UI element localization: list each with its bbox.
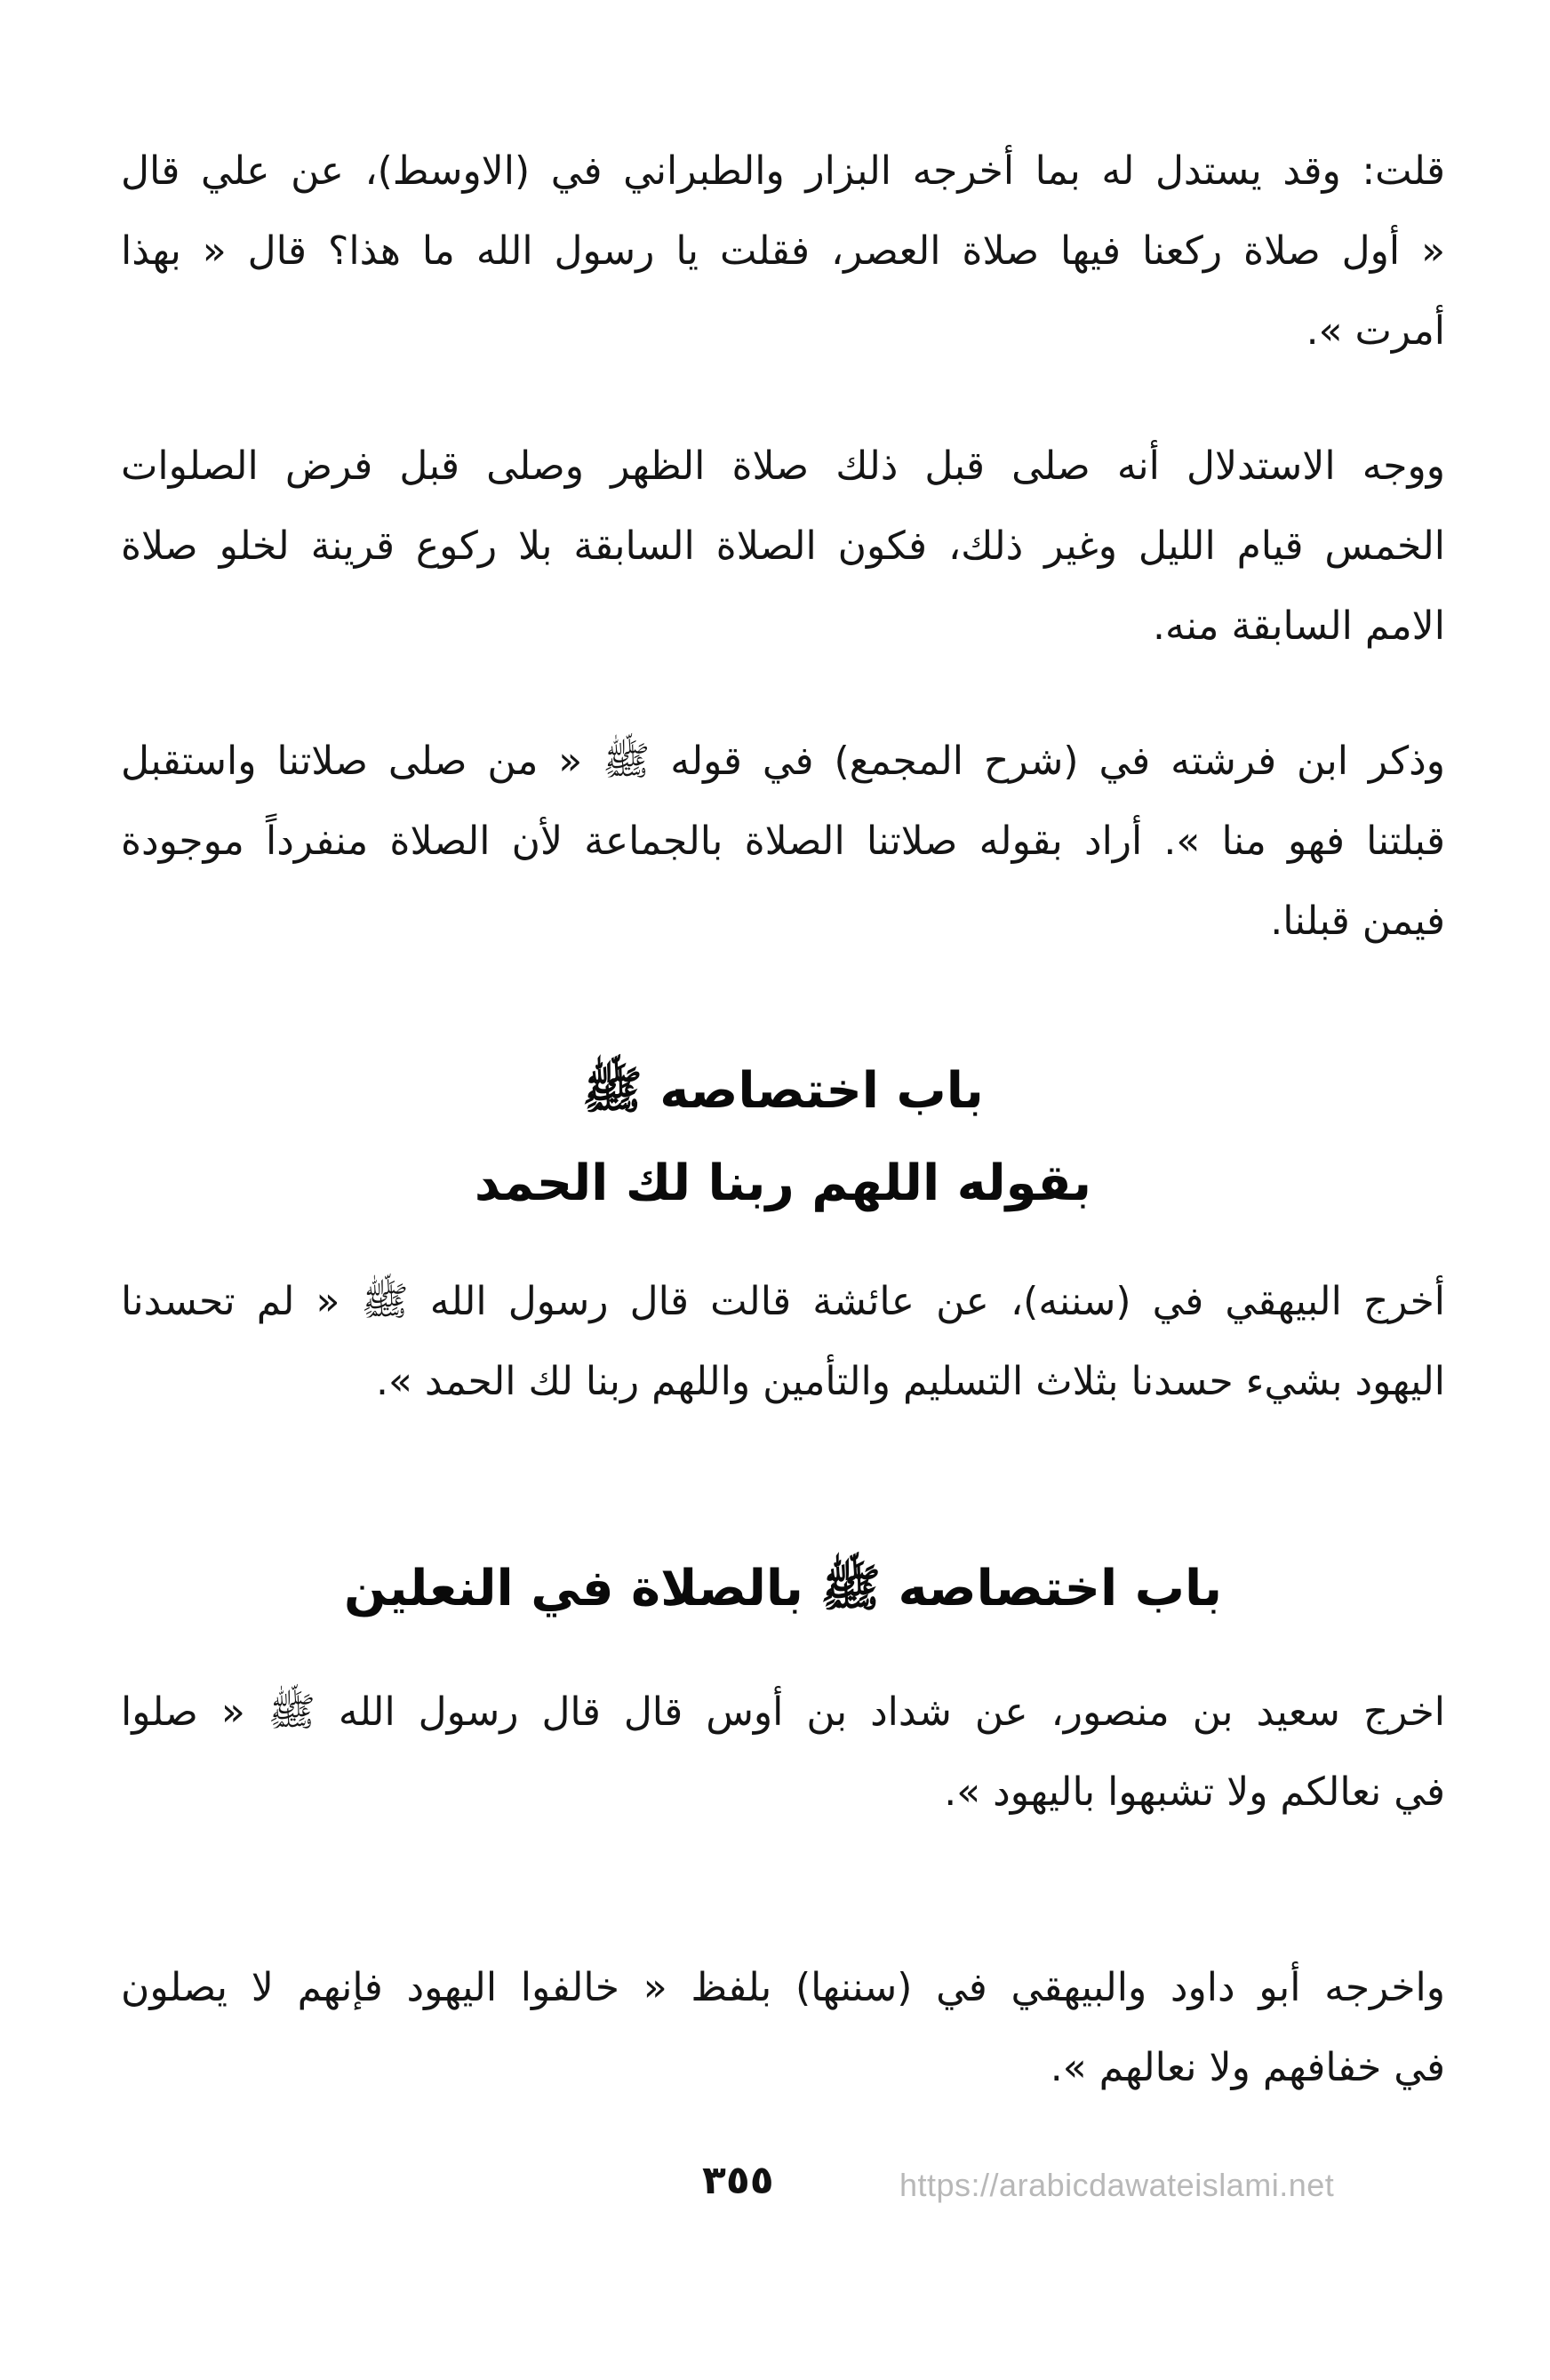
paragraph-3 <box>121 722 1445 962</box>
heading-line: بقوله اللهم ربنا لك الحمد <box>474 1154 1092 1212</box>
page-number: ٣٥٥ <box>702 2158 774 2203</box>
paragraph-line: أمرت ». <box>1306 308 1445 354</box>
watermark-url: https://arabicdawateislami.net <box>899 2167 1335 2203</box>
paragraph-line: قلت: وقد يستدل له بما أخرجه البزار والطبراني في (الاوسط)، عن علي قال <box>121 148 1445 194</box>
paragraph-4 <box>121 1262 1445 1422</box>
section-heading-1 <box>121 1045 1445 1230</box>
paragraph-6 <box>121 1948 1445 2108</box>
page-footer <box>0 2158 1550 2220</box>
heading-line: باب اختصاصه ﷺ <box>582 1062 984 1120</box>
paragraph-line: في نعالكم ولا تشبهوا باليهود ». <box>944 1769 1445 1815</box>
paragraph-line: الامم السابقة منه. <box>1153 603 1445 649</box>
paragraph-line: « أول صلاة ركعنا فيها صلاة العصر، فقلت يا رسول الله ما هذا؟ قال « بهذا <box>121 228 1445 274</box>
paragraph-line: واخرجه أبو داود والبيهقي في (سننها) بلفظ « خالفوا اليهود فإنهم لا يصلون <box>121 1965 1445 2010</box>
heading-line: باب اختصاصه ﷺ بالصلاة في النعلين <box>343 1560 1223 1617</box>
paragraph-1 <box>121 132 1445 371</box>
paragraph-line: قبلتنا فهو منا ». أراد بقوله صلاتنا الصلاة بالجماعة لأن الصلاة منفرداً موجودة <box>121 819 1445 864</box>
paragraph-line: اليهود بشيء حسدنا بثلاث التسليم والتأمين واللهم ربنا لك الحمد ». <box>376 1359 1445 1404</box>
paragraph-line: الخمس قيام الليل وغير ذلك، فكون الصلاة السابقة بلا ركوع قرينة لخلو صلاة <box>121 523 1445 569</box>
paragraph-line: وذكر ابن فرشته في (شرح المجمع) في قوله ﷺ « من صلى صلاتنا واستقبل <box>121 739 1445 784</box>
paragraph-5 <box>121 1673 1445 1833</box>
paragraph-line: أخرج البيهقي في (سننه)، عن عائشة قالت قال رسول الله ﷺ « لم تحسدنا <box>121 1279 1445 1324</box>
paragraph-2 <box>121 427 1445 667</box>
paragraph-line: اخرج سعيد بن منصور، عن شداد بن أوس قال قال رسول الله ﷺ « صلوا <box>121 1689 1445 1735</box>
paragraph-line: فيمن قبلنا. <box>1270 898 1445 944</box>
paragraph-line: في خفافهم ولا نعالهم ». <box>1050 2045 1445 2090</box>
paragraph-line: ووجه الاستدلال أنه صلى قبل ذلك صلاة الظهر وصلى قبل فرض الصلوات <box>121 443 1445 489</box>
section-heading-2 <box>121 1543 1445 1635</box>
